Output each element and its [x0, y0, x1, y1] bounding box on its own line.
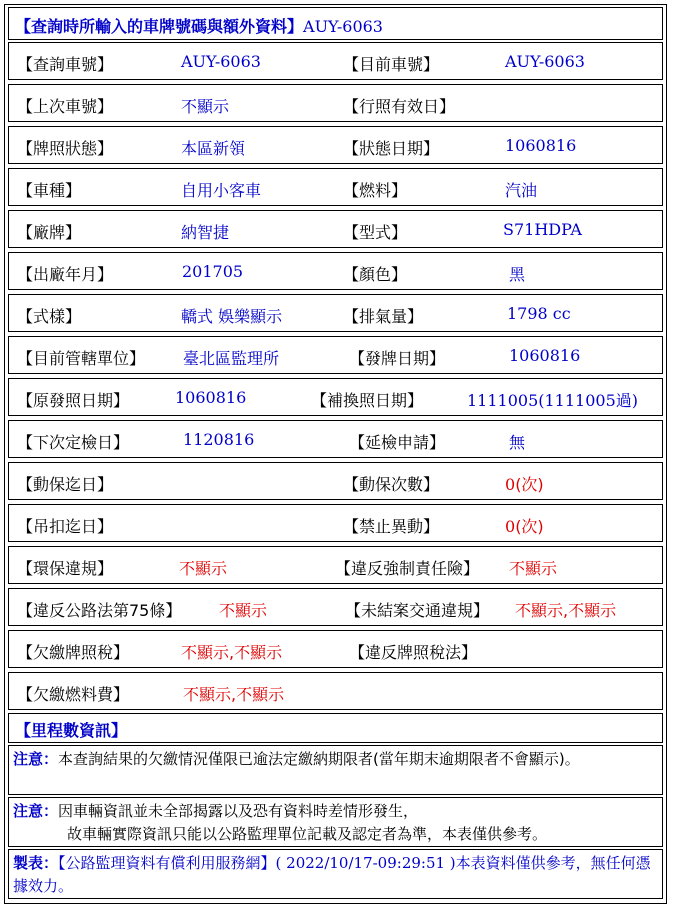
- footer-text: 製表：【公路監理資料有償利用服務網】( 2022/10/17-09:29:51 )本表資料僅供參考，無任何憑據效力。: [13, 854, 651, 895]
- field-label: 【下次定檢日】: [17, 433, 130, 452]
- field-value: 1060816: [175, 388, 247, 407]
- footer-row: [8, 849, 663, 899]
- field-label: 【式樣】: [17, 307, 82, 326]
- field-value: 汽油: [505, 181, 538, 200]
- field-label: 【目前車號】: [343, 55, 440, 74]
- table-row: [8, 504, 663, 542]
- mileage-heading: 【里程數資訊】: [15, 721, 128, 740]
- field-label: 【狀態日期】: [343, 139, 440, 158]
- field-value: AUY-6063: [181, 52, 261, 71]
- field-label: 【出廠年月】: [17, 265, 114, 284]
- field-value: 不顯示,不顯示: [181, 643, 283, 662]
- field-label: 【欠繳牌照稅】: [17, 643, 130, 662]
- field-value: 不顯示,不顯示: [515, 601, 617, 620]
- field-value: 1060816: [505, 136, 577, 155]
- field-value: S71HDPA: [503, 220, 582, 239]
- field-label: 【廠牌】: [17, 223, 82, 242]
- field-label: 【未結案交通違規】: [345, 601, 490, 620]
- table-row: [8, 462, 663, 500]
- field-value: 0(次): [505, 517, 544, 536]
- field-label: 【型式】: [343, 223, 408, 242]
- field-value: 納智捷: [181, 223, 230, 242]
- field-label: 【動保次數】: [343, 475, 440, 494]
- field-value: 1060816: [509, 346, 581, 365]
- field-value: 自用小客車: [181, 181, 262, 200]
- table-row: [8, 84, 663, 122]
- table-row: [8, 378, 663, 416]
- field-value: 不顯示: [509, 559, 558, 578]
- note-2: 注意：因車輛資訊並未全部揭露以及恐有資料時差情形發生， 故車輛實際資訊只能以公路監理單位記載及認定者為準，本表僅供參考。: [13, 802, 548, 843]
- field-label: 【違反公路法第75條】: [17, 601, 182, 620]
- field-label: 【牌照狀態】: [17, 139, 114, 158]
- field-value: 201705: [182, 262, 244, 281]
- note-row: [8, 797, 663, 847]
- field-label: 【欠繳燃料費】: [17, 685, 130, 704]
- table-row: [8, 630, 663, 668]
- field-value: AUY-6063: [505, 52, 585, 71]
- field-value: 轎式 娛樂顯示: [181, 307, 283, 326]
- table-row: [8, 546, 663, 584]
- field-label: 【違反強制責任險】: [335, 559, 480, 578]
- field-value: 無: [509, 433, 526, 452]
- field-label: 【吊扣迄日】: [17, 517, 114, 536]
- field-label: 【行照有效日】: [343, 97, 456, 116]
- table-row: [8, 294, 663, 332]
- field-label: 【動保迄日】: [17, 475, 114, 494]
- field-label: 【禁止異動】: [343, 517, 440, 536]
- note-row: [8, 745, 663, 795]
- field-value: 不顯示,不顯示: [183, 685, 285, 704]
- field-value: 不顯示: [181, 97, 230, 116]
- field-value: 1120816: [183, 430, 255, 449]
- field-value: 1111005(1111005過): [467, 391, 639, 410]
- field-label: 【補換照日期】: [311, 391, 424, 410]
- report-frame: [4, 4, 667, 904]
- field-label: 【環保違規】: [17, 559, 114, 578]
- field-label: 【燃料】: [343, 181, 408, 200]
- field-value: 本區新領: [181, 139, 246, 158]
- note-1: 注意：本查詢結果的欠繳情況僅限已逾法定繳納期限者(當年期末逾期限者不會顯示)。: [13, 750, 580, 768]
- field-label: 【違反牌照稅法】: [349, 643, 478, 662]
- table-row: [8, 420, 663, 458]
- field-label: 【排氣量】: [343, 307, 424, 326]
- table-row: [8, 42, 663, 80]
- field-label: 【發牌日期】: [349, 349, 446, 368]
- field-value: 1798 cc: [507, 304, 571, 323]
- field-label: 【原發照日期】: [17, 391, 130, 410]
- table-row: [8, 336, 663, 374]
- page-title: 【查詢時所輸入的車牌號碼與額外資料】AUY-6063: [15, 17, 383, 36]
- table-row: [8, 210, 663, 248]
- table-row: [8, 168, 663, 206]
- field-value: 不顯示: [219, 601, 268, 620]
- field-label: 【目前管轄單位】: [17, 349, 146, 368]
- field-value: 黑: [509, 265, 526, 284]
- table-row: [8, 252, 663, 290]
- mileage-row: [8, 713, 663, 743]
- field-label: 【查詢車號】: [17, 55, 114, 74]
- field-label: 【車種】: [17, 181, 82, 200]
- field-label: 【上次車號】: [17, 97, 114, 116]
- field-value: 臺北區監理所: [183, 349, 280, 368]
- field-label: 【延檢申請】: [349, 433, 446, 452]
- field-value: 不顯示: [179, 559, 228, 578]
- field-label: 【顏色】: [343, 265, 408, 284]
- table-row: [8, 672, 663, 710]
- field-value: 0(次): [505, 475, 544, 494]
- title-row: [8, 7, 663, 40]
- table-row: [8, 588, 663, 626]
- table-row: [8, 126, 663, 164]
